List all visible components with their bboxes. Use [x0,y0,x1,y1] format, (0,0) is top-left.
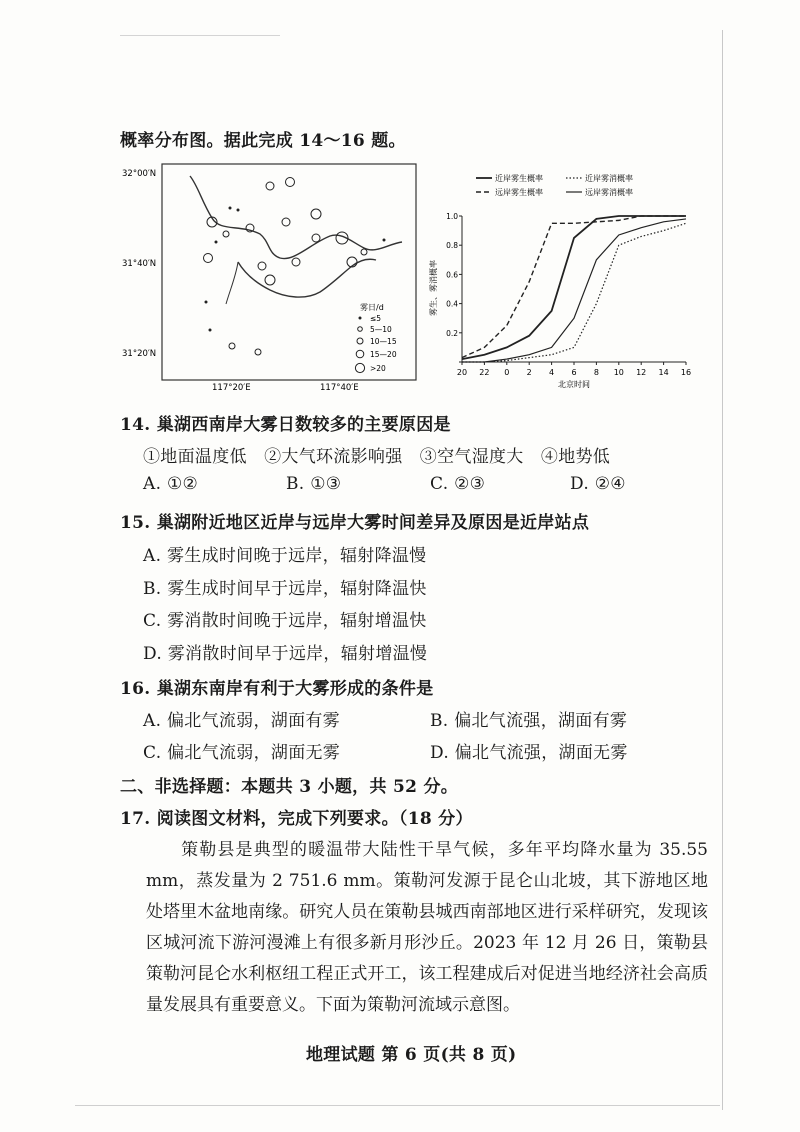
legend-item: >20 [370,364,386,373]
q15-option-d[interactable]: D. 雾消散时间早于远岸，辐射增温慢 [143,644,428,664]
q15-stem: 15. 巢湖附近地区近岸与远岸大雾时间差异及原因是近岸站点 [120,513,590,533]
fog-days-map [120,162,420,392]
q16-option-b[interactable]: B. 偏北气流强，湖面有雾 [430,711,628,731]
y-tick-label: 0.6 [446,270,458,280]
scan-edge-right [722,30,723,1110]
q17-material [146,835,708,1021]
x-tick-label: 10 [613,368,624,377]
y-tick-label: 0.2 [446,328,458,338]
y-axis-label: 雾生、雾消概率 [429,260,438,316]
y-tick-label: 0.4 [446,299,458,309]
q14-stem: 14. 巢湖西南岸大雾日数较多的主要原因是 [120,415,451,435]
lat-label: 31°40′N [122,259,157,269]
scan-edge-top [120,35,280,36]
legend-marker [358,327,363,332]
q16-option-c[interactable]: C. 偏北气流弱，湖面无雾 [143,743,341,763]
map-frame [162,164,416,380]
lat-label: 31°20′N [122,349,157,359]
legend-marker [356,350,364,358]
q17-stem: 17. 阅读图文材料，完成下列要求。（18 分） [120,809,473,829]
legend-item: 5—10 [370,325,392,334]
lake-south-shore [238,259,376,297]
lon-label: 117°40′E [320,383,359,393]
y-tick-label: 1.0 [446,212,458,221]
q14-option-c[interactable]: C. ②③ [430,474,486,494]
q14-option-d[interactable]: D. ②④ [570,474,626,494]
legend-label: 近岸雾消概率 [585,174,633,183]
x-tick-label: 6 [571,368,577,377]
x-tick-label: 22 [479,368,490,377]
lake-north-shore [190,176,402,259]
lon-label: 117°20′E [212,383,251,393]
legend-label: 近岸雾生概率 [495,174,543,183]
legend-label: 远岸雾消概率 [585,188,633,197]
q16-option-a[interactable]: A. 偏北气流弱，湖面有雾 [143,711,340,731]
station-markers [204,178,368,356]
legend-title: 雾日/d [360,303,384,312]
legend-marker [357,338,363,344]
legend-item: 15—20 [370,350,397,359]
series-line-1 [462,216,686,359]
intro-text: 概率分布图。据此完成 14～16 题。 [120,131,406,151]
legend-marker [355,363,364,372]
x-tick-label: 0 [504,368,510,377]
legend-marker [359,317,362,320]
x-tick-label: 2 [526,368,532,377]
page-footer: 地理试题 第 6 页(共 8 页) [306,1045,517,1065]
station-dots [205,207,386,332]
x-tick-label: 14 [658,368,669,377]
y-tick-label: 0.8 [446,241,458,251]
q17-paragraph-text: 策勒县是典型的暖温带大陆性干旱气候，多年平均降水量为 35.55 mm，蒸发量为 2 751.6 mm。策勒河发源于昆仑山北坡，其下游地区地处塔里木盆地南缘。研究人员在策勒县城西南部地区进行采样研究，发现该区城河流下游河漫滩上有很多新月形沙丘。2023 年 12 月 26 日，策勒县策勒河昆仑水利枢纽工程正式开工，该工程建成后对促进当地经济社会高质量发展具有重要意义。下面为策勒河流域示意图。 [146,840,708,1015]
x-tick-label: 16 [680,368,692,377]
legend-item: ≤5 [370,314,382,323]
legend-item: 10—15 [370,337,397,346]
river [226,262,238,304]
lat-label: 32°00′N [122,169,157,179]
q15-option-b[interactable]: B. 雾生成时间早于远岸，辐射降温快 [143,579,427,599]
q14-option-b[interactable]: B. ①③ [286,474,342,494]
fog-probability-chart [429,168,706,398]
x-tick-label: 12 [636,368,647,377]
q14-option-a[interactable]: A. ①② [143,474,199,494]
q15-option-a[interactable]: A. 雾生成时间晚于远岸，辐射降温慢 [143,546,427,566]
x-tick-label: 20 [456,368,468,377]
series-line-2 [462,223,686,362]
q15-option-c[interactable]: C. 雾消散时间晚于远岸，辐射增温快 [143,611,427,631]
q16-option-d[interactable]: D. 偏北气流强，湖面无雾 [430,743,628,763]
x-axis-label: 北京时间 [558,380,590,389]
legend-label: 远岸雾生概率 [495,188,543,197]
q16-stem: 16. 巢湖东南岸有利于大雾形成的条件是 [120,679,434,699]
x-tick-label: 8 [593,368,599,377]
q14-items: ①地面温度低 ②大气环流影响强 ③空气湿度大 ④地势低 [143,447,611,467]
x-tick-label: 4 [549,368,555,377]
section-heading: 二、非选择题：本题共 3 小题，共 52 分。 [120,777,459,797]
scan-edge-bottom [75,1105,720,1106]
